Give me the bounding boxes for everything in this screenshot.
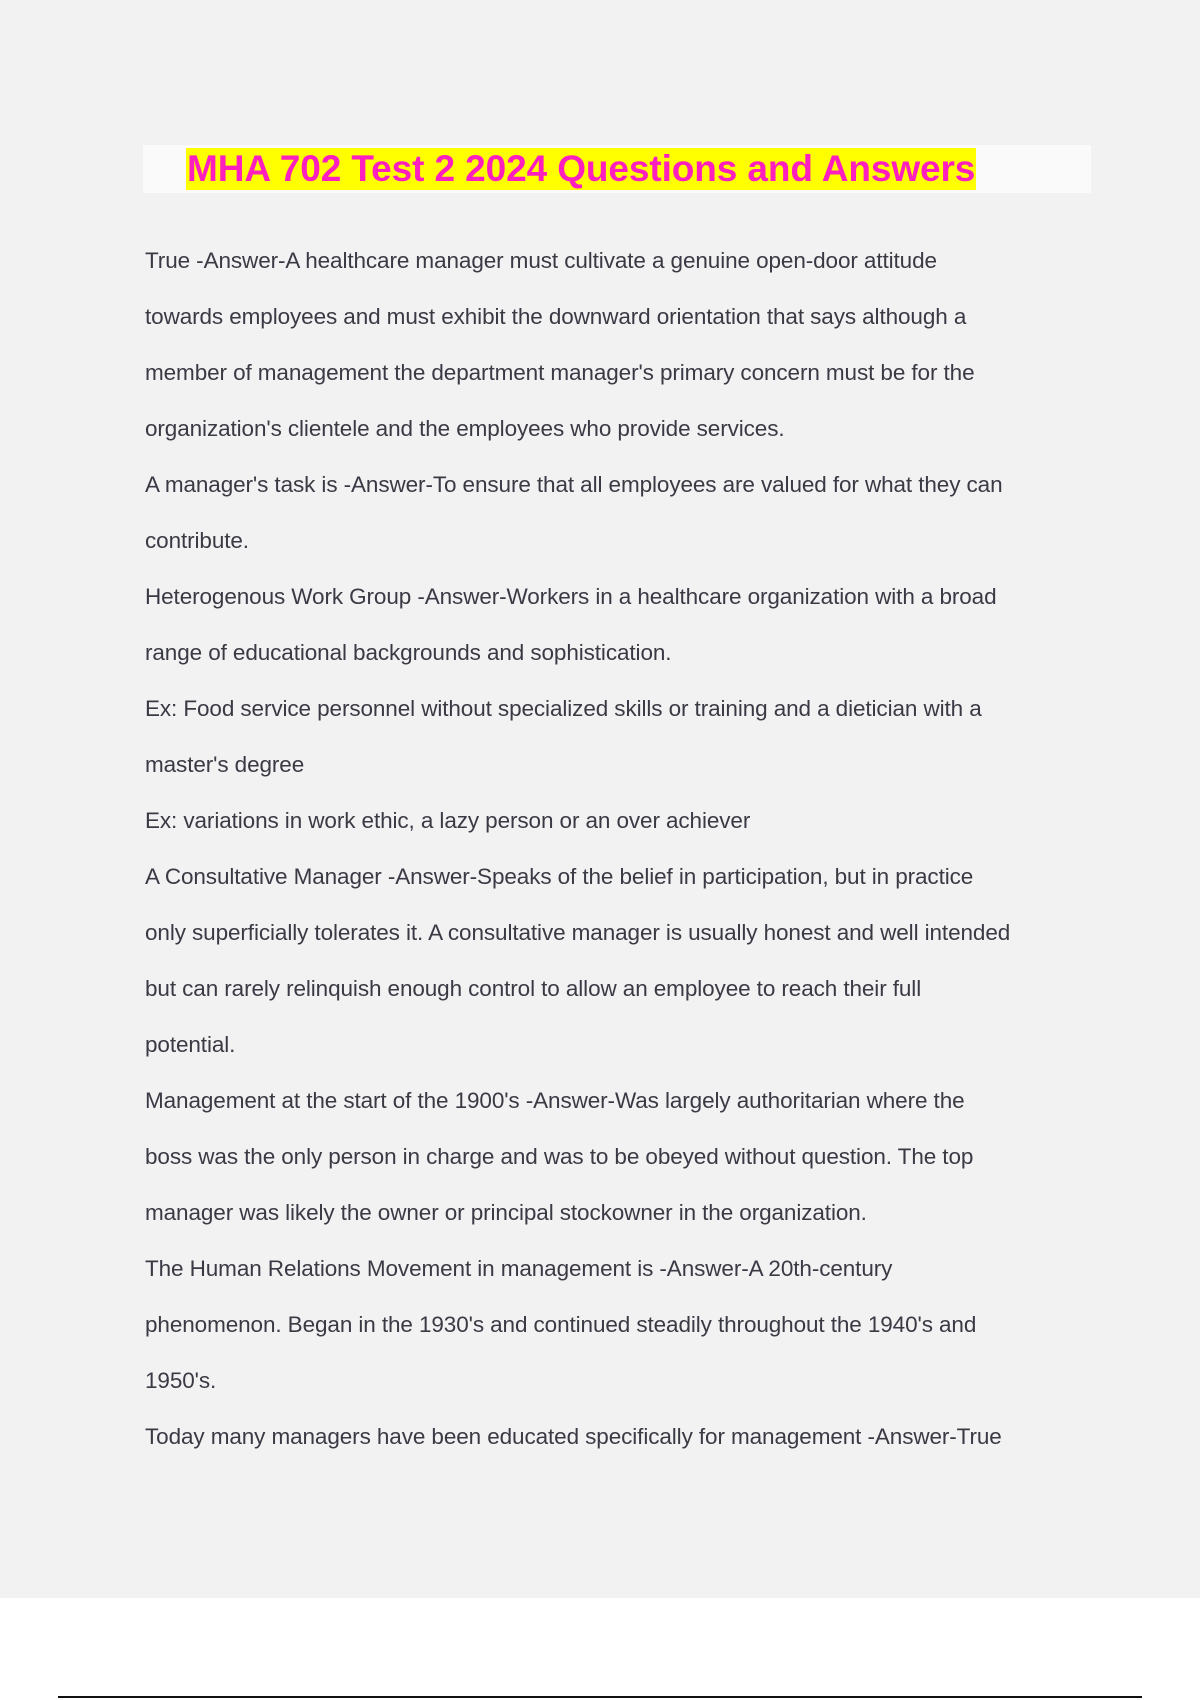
text-line: Today many managers have been educated specifically for management -Answer-True	[145, 1424, 1002, 1449]
text-line: boss was the only person in charge and was to be obeyed without question. The top	[145, 1144, 974, 1169]
text-line: The Human Relations Movement in management is -Answer-A 20th-century	[145, 1256, 893, 1281]
qa-body	[145, 239, 1095, 1471]
text-line: range of educational backgrounds and sophistication.	[145, 640, 672, 665]
text-line: but can rarely relinquish enough control to allow an employee to reach their full	[145, 976, 922, 1001]
text-line: Ex: variations in work ethic, a lazy person or an over achiever	[145, 808, 751, 833]
document-title: MHA 702 Test 2 2024 Questions and Answers	[187, 148, 976, 189]
text-line: A manager's task is -Answer-To ensure that all employees are valued for what they can	[145, 472, 1003, 497]
text-line: master's degree	[145, 752, 305, 777]
text-line: manager was likely the owner or principal stockowner in the organization.	[145, 1200, 867, 1225]
text-line: True -Answer-A healthcare manager must cultivate a genuine open-door attitude	[145, 248, 937, 273]
text-line: A Consultative Manager -Answer-Speaks of the belief in participation, but in practice	[145, 864, 974, 889]
text-line: 1950's.	[145, 1368, 217, 1393]
text-line: potential.	[145, 1032, 236, 1057]
text-line: towards employees and must exhibit the downward orientation that says although a	[145, 304, 967, 329]
text-line: organization's clientele and the employees who provide services.	[145, 416, 785, 441]
text-line: only superficially tolerates it. A consultative manager is usually honest and well intended	[145, 920, 1011, 945]
text-line: Ex: Food service personnel without specialized skills or training and a dietician with a	[145, 696, 982, 721]
text-line: Heterogenous Work Group -Answer-Workers in a healthcare organization with a broad	[145, 584, 997, 609]
page-bottom-rule	[58, 1696, 1142, 1698]
text-line: phenomenon. Began in the 1930's and continued steadily throughout the 1940's and	[145, 1312, 977, 1337]
text-line: member of management the department manager's primary concern must be for the	[145, 360, 975, 385]
text-line: Management at the start of the 1900's -Answer-Was largely authoritarian where the	[145, 1088, 965, 1113]
text-line: contribute.	[145, 528, 249, 553]
